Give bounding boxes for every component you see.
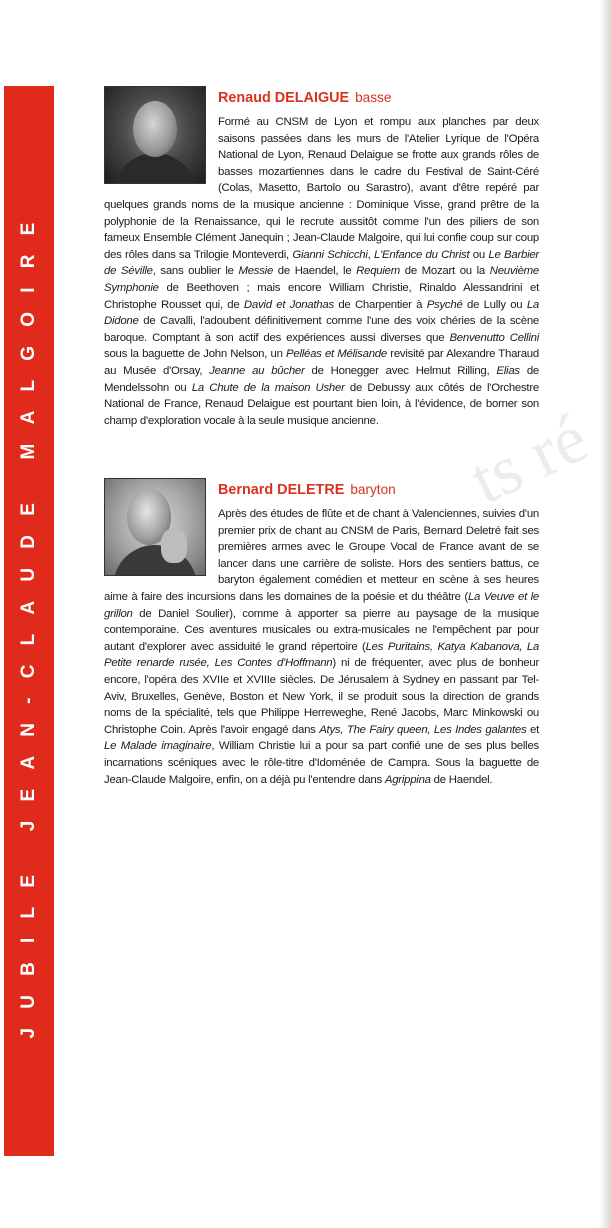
artist-biography: Formé au CNSM de Lyon et rompu aux planches par deux saisons passées dans les murs de l'Atelier Lyrique de l'Opéra National de Lyon, Renaud Delaigue se frotte aux grands rôles de basses mozartiennes dans le cadre du Festival de Saint-Céré (Colas, Masetto, Bartolo ou Sarastro), avant d'être repéré par quelques grands noms de la musique ancienne : Dominique Visse, grand prêtre de la polyphonie de la Renaissance, qui le recrute aussitôt comme l'un des piliers de son fameux Ensemble Clément Janequin ; Jean-Claude Malgoire, qui lui confie coup sur coup des rôles dans sa Trilogie Monteverdi, Gianni Schicchi, L'Enfance du Christ ou Le Barbier de Séville, sans oublier le Messie de Haendel, le Requiem de Mozart ou la Neuvième Symphonie de Beethoven ; mais encore William Christie, Rinaldo Alessandrini et Christophe Rousset qui, de David et Jonathas de Charpentier à Psyché de Lully ou La Didone de Cavalli, l'adoubent définitivement comme l'une des voix chéries de la scène baroque. Comptant à son actif des expériences aussi diverses que Benvenutto Cellini sous la baguette de John Nelson, un Pelléas et Mélisande revisité par Alexandre Tharaud au Musée d'Orsay, Jeanne au bûcher de Honegger avec Helmut Rilling, Elias de Mendelssohn ou La Chute de la maison Usher de Debussy aux côtés de l'Orchestre National de France, Renaud Delaigue est pourtant bien loin, à l'évidence, de borner son champ d'exploration vocale à la seule musique ancienne. (104, 116, 539, 427)
portrait-photo (104, 86, 206, 184)
portrait-photo (104, 478, 206, 576)
watermark: ts ré (459, 399, 600, 520)
artist-name: Renaud DELAIGUE (218, 90, 350, 106)
artist-biography: Après des études de flûte et de chant à Valenciennes, suivies d'un premier prix de chant au CNSM de Paris, Bernard Deletré fait ses premières armes avec le Groupe Vocal de France avant de se lancer dans une carrière de soliste. Hors des sentiers battus, ce baryton également comédien et metteur en scène à ses heures aime à faire des incursions dans les domaines de la poésie et du théâtre (La Veuve et le grillon de Daniel Soulier), comme à apporter sa pierre au paysage de la musique contemporaine. Ces aventures musicales ou extra-musicales ne l'empêchent par pour autant d'explorer avec assiduité le grand répertoire (Les Puritains, Katya Kabanova, La Petite renarde rusée, Les Contes d'Hoffmann) ni de fréquenter, avec plus de bonheur encore, l'opéra des XVIIe et XVIIIe siècles. De Jérusalem à Sydney en passant par Tel-Aviv, Bruxelles, Genève, Boston et New York, il se produit sous la direction de grands noms de la spécialité, tels que Philippe Herreweghe, René Jacobs, Marc Minkowski ou Christophe Coin. Après l'avoir engagé dans Atys, The Fairy queen, Les Indes galantes et Le Malade imaginaire, William Christie lui a pour sa part confié une de ses plus belles incarnations scéniques avec le rôle-titre d'Idoménée de Campra. Sous la baguette de Jean-Claude Malgoire, enfin, on a déjà pu l'entendre dans Agrippina de Haendel. (104, 508, 540, 786)
page-edge-shadow (599, 0, 611, 1228)
sidebar-title: JUBILE JEAN-CLAUDE MALGOIRE (18, 203, 39, 1039)
artist-role: basse (355, 90, 392, 105)
artist-role: baryton (350, 482, 396, 497)
artist-bio-2 (104, 478, 539, 788)
artist-bio-1 (104, 86, 539, 429)
sidebar-band (4, 86, 54, 1156)
artist-name: Bernard DELETRE (218, 482, 345, 498)
